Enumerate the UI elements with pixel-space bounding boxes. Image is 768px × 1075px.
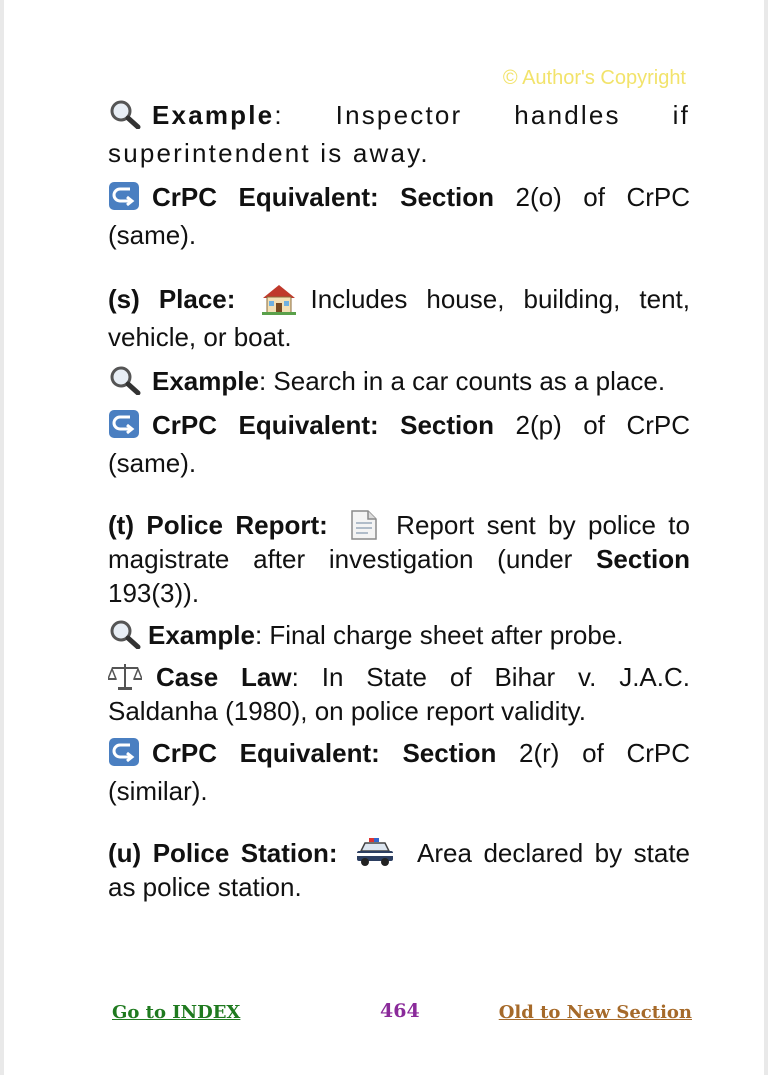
case-law-text: : In State of Bihar v. J.A.C. Saldanha (1980), on police report validity. — [108, 662, 690, 726]
magnifying-glass-icon — [108, 365, 142, 395]
example-label: Example — [148, 620, 255, 650]
crpc-text: 2(r) of CrPC (similar). — [108, 738, 691, 806]
house-icon — [261, 283, 295, 313]
example-paragraph — [108, 362, 690, 400]
crpc-equivalent-paragraph — [108, 734, 690, 810]
example-text: : Final charge sheet after probe. — [254, 620, 624, 650]
example-paragraph — [108, 616, 690, 654]
police-station-text: Area declared by state as police station. — [108, 838, 691, 902]
document-page — [4, 0, 764, 1075]
magnifying-glass-icon — [108, 99, 142, 129]
return-arrow-icon — [108, 409, 142, 439]
example-label: Example — [152, 366, 259, 396]
police-car-icon — [355, 837, 395, 867]
example-paragraph — [108, 96, 690, 172]
police-report-text: Report sent by police to magistrate after investigation (under — [108, 510, 690, 574]
return-arrow-icon — [108, 737, 142, 767]
crpc-text: 2(o) of CrPC (same). — [108, 182, 690, 250]
balance-scale-icon — [108, 661, 142, 691]
go-to-index-link[interactable]: Go to INDEX — [112, 1002, 241, 1023]
section-text: 193(3)). — [108, 578, 200, 608]
crpc-label: CrPC Equivalent: Section — [152, 182, 495, 212]
definition-police-report-paragraph — [108, 508, 690, 610]
place-text: Includes house, building, tent, vehicle, or boat. — [108, 284, 690, 352]
example-text: : Search in a car counts as a place. — [258, 366, 666, 396]
crpc-equivalent-paragraph — [108, 406, 690, 482]
copyright-notice: © Author's Copyright — [502, 67, 686, 89]
magnifying-glass-icon — [108, 619, 142, 649]
document-icon — [346, 509, 380, 539]
return-arrow-icon — [108, 181, 142, 211]
police-station-heading: (u) Police Station: — [108, 838, 338, 868]
crpc-equivalent-paragraph — [108, 178, 690, 254]
crpc-text: 2(p) of CrPC (same). — [108, 410, 690, 478]
place-heading: (s) Place: — [108, 284, 236, 314]
crpc-label: CrPC Equivalent: Section — [152, 410, 495, 440]
case-law-label: Case Law — [156, 662, 292, 692]
page-content — [108, 96, 690, 910]
example-label: Example — [152, 100, 275, 130]
definition-police-station-paragraph — [108, 836, 690, 904]
section-label: Section — [596, 544, 690, 574]
page-number: 464 — [380, 1000, 420, 1022]
case-law-paragraph — [108, 660, 690, 728]
page-footer — [112, 1000, 692, 1030]
example-text: : Inspector handles if superintendent is away. — [108, 100, 690, 168]
police-report-heading: (t) Police Report: — [108, 510, 328, 540]
crpc-label: CrPC Equivalent: Section — [152, 738, 497, 768]
old-to-new-section-link[interactable]: Old to New Section — [498, 1002, 692, 1023]
definition-place-paragraph — [108, 280, 690, 356]
